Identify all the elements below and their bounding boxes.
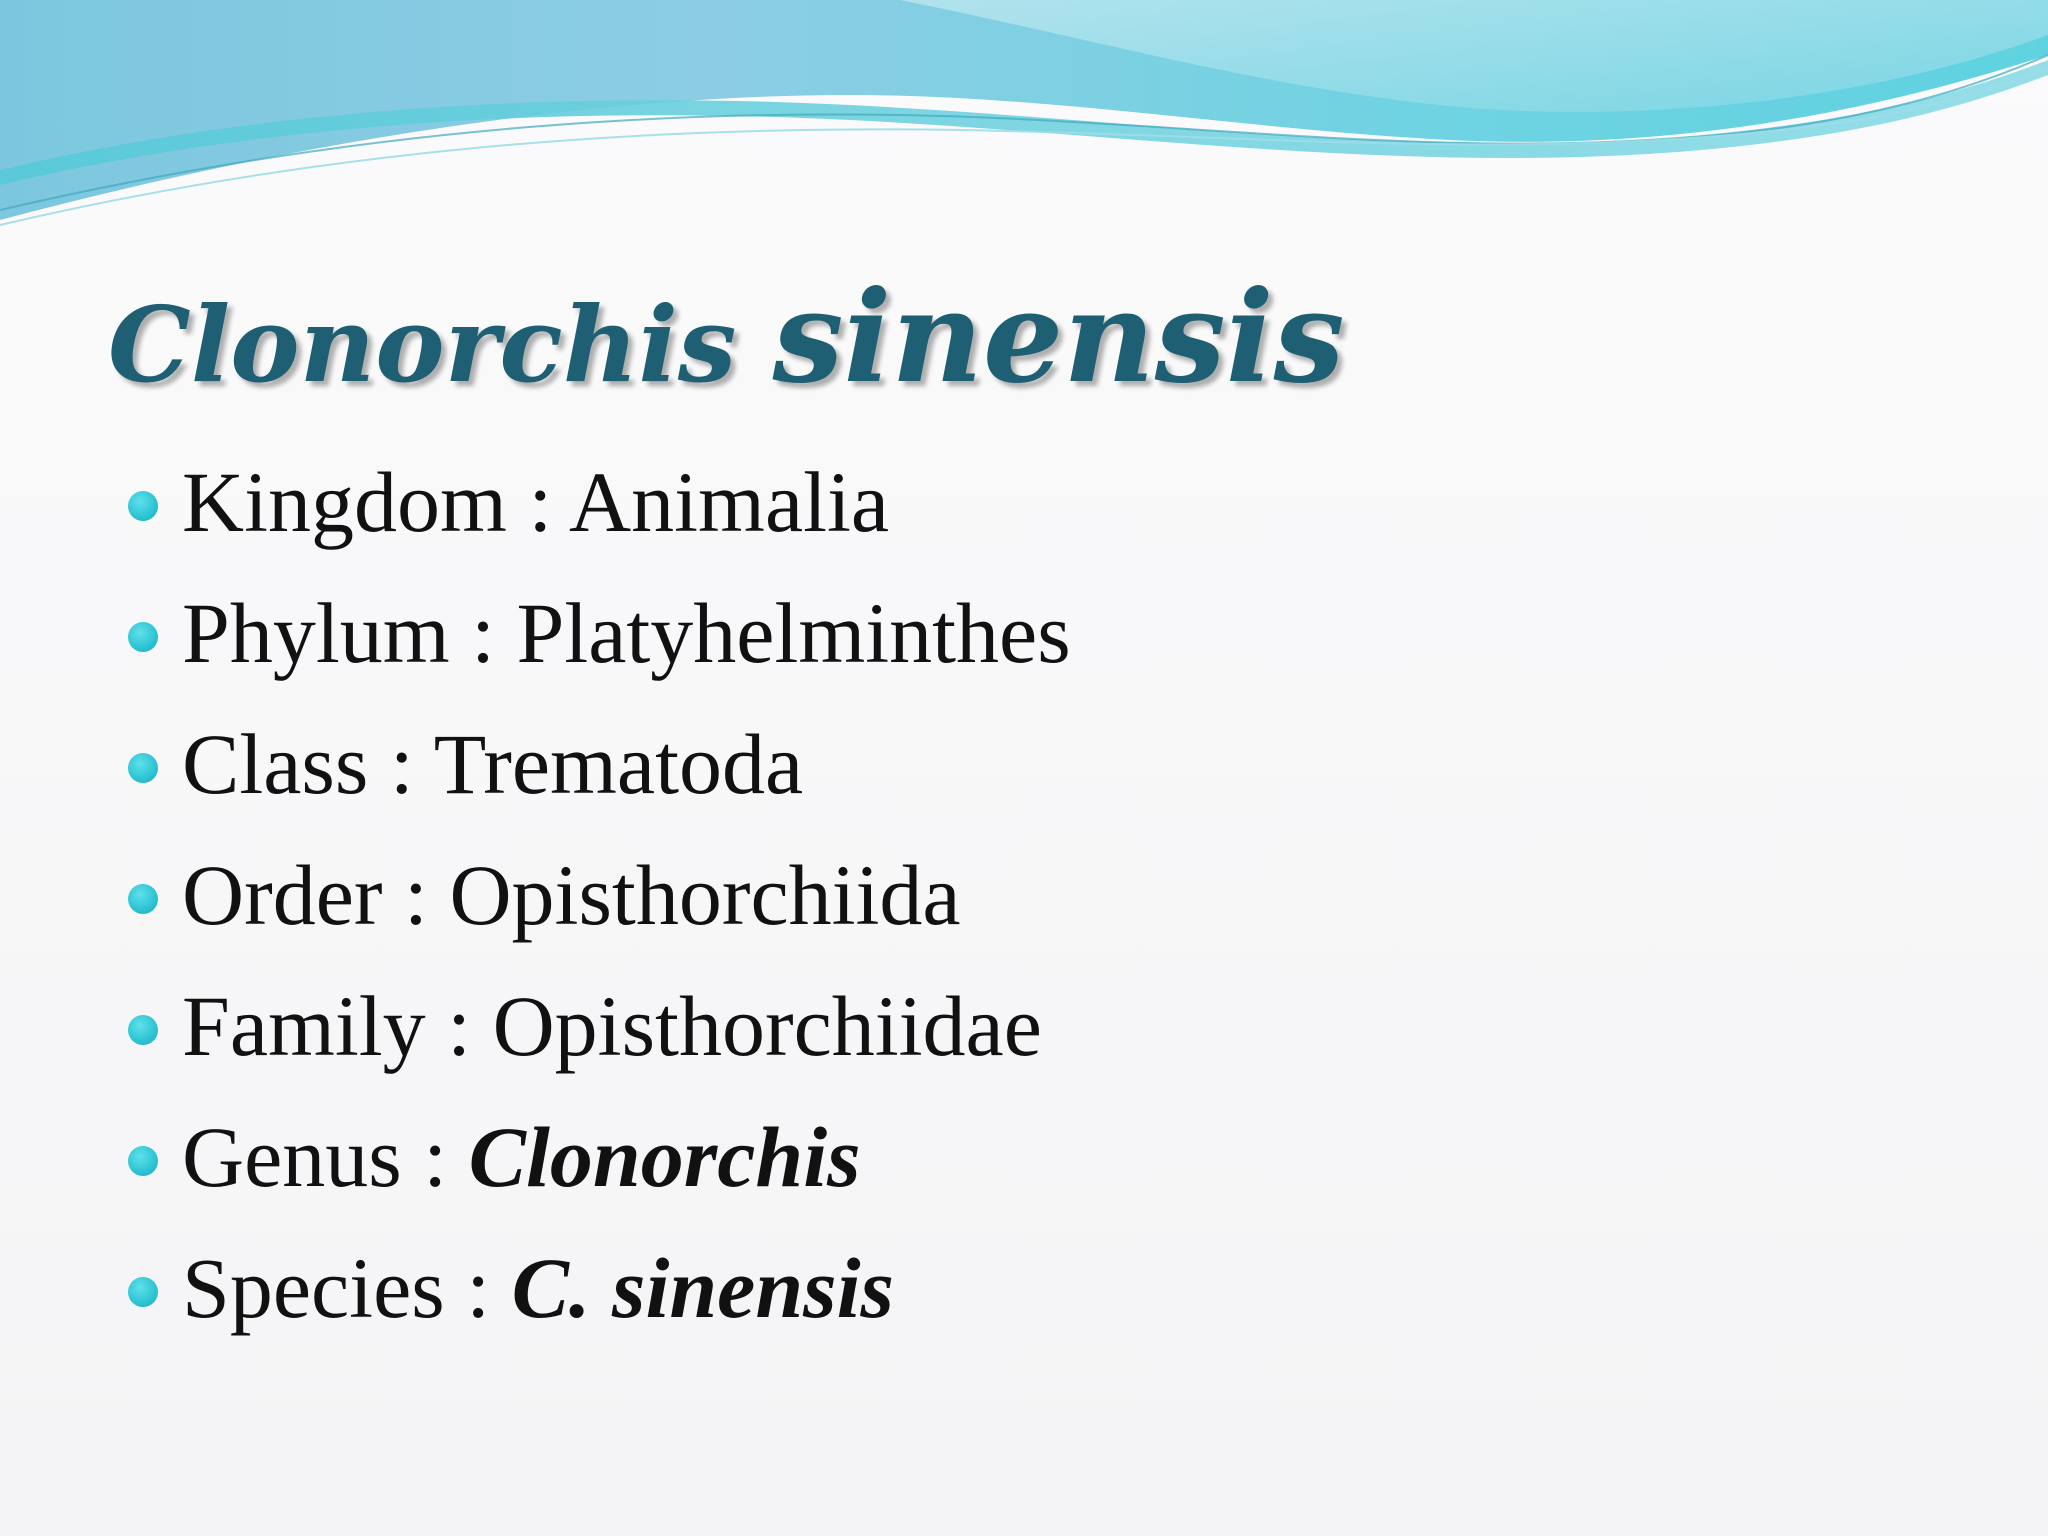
title-species: sinensis <box>772 263 1345 411</box>
taxonomy-rank-value: C. sinensis <box>511 1240 894 1336</box>
taxonomy-text <box>182 452 889 552</box>
taxonomy-text <box>182 1238 894 1338</box>
taxonomy-text <box>182 583 1071 683</box>
bullet-dot-icon <box>128 884 158 914</box>
taxonomy-rank-value: Trematoda <box>433 716 804 812</box>
taxonomy-text <box>182 714 803 814</box>
bullet-dot-icon <box>128 622 158 652</box>
bullet-dot-icon <box>128 1015 158 1045</box>
taxonomy-rank-label: Class : <box>182 716 434 812</box>
bullet-dot-icon <box>128 1277 158 1307</box>
taxonomy-text <box>182 845 961 945</box>
taxonomy-rank-value: Clonorchis <box>468 1109 861 1205</box>
bullet-dot-icon <box>128 1146 158 1176</box>
taxonomy-rank-value: Opisthorchiida <box>449 847 961 943</box>
taxonomy-text <box>182 1107 861 1207</box>
slide-title <box>108 263 1345 411</box>
taxonomy-item <box>128 1238 1071 1369</box>
taxonomy-item <box>128 583 1071 714</box>
taxonomy-item <box>128 714 1071 845</box>
taxonomy-rank-label: Genus : <box>182 1109 469 1205</box>
taxonomy-rank-label: Family : <box>182 978 493 1074</box>
taxonomy-item <box>128 845 1071 976</box>
taxonomy-item <box>128 976 1071 1107</box>
taxonomy-rank-label: Phylum : <box>182 585 517 681</box>
bullet-dot-icon <box>128 491 158 521</box>
title-genus: Clonorchis <box>108 283 773 406</box>
taxonomy-rank-label: Species : <box>182 1240 512 1336</box>
taxonomy-rank-label: Kingdom : <box>182 454 570 550</box>
taxonomy-text <box>182 976 1042 1076</box>
taxonomy-rank-value: Animalia <box>569 454 890 550</box>
taxonomy-rank-value: Opisthorchiidae <box>492 978 1042 1074</box>
decorative-wave-header <box>0 0 2048 240</box>
taxonomy-rank-label: Order : <box>182 847 450 943</box>
taxonomy-item <box>128 452 1071 583</box>
taxonomy-list <box>128 452 1071 1369</box>
taxonomy-rank-value: Platyhelminthes <box>516 585 1071 681</box>
taxonomy-item <box>128 1107 1071 1238</box>
bullet-dot-icon <box>128 753 158 783</box>
